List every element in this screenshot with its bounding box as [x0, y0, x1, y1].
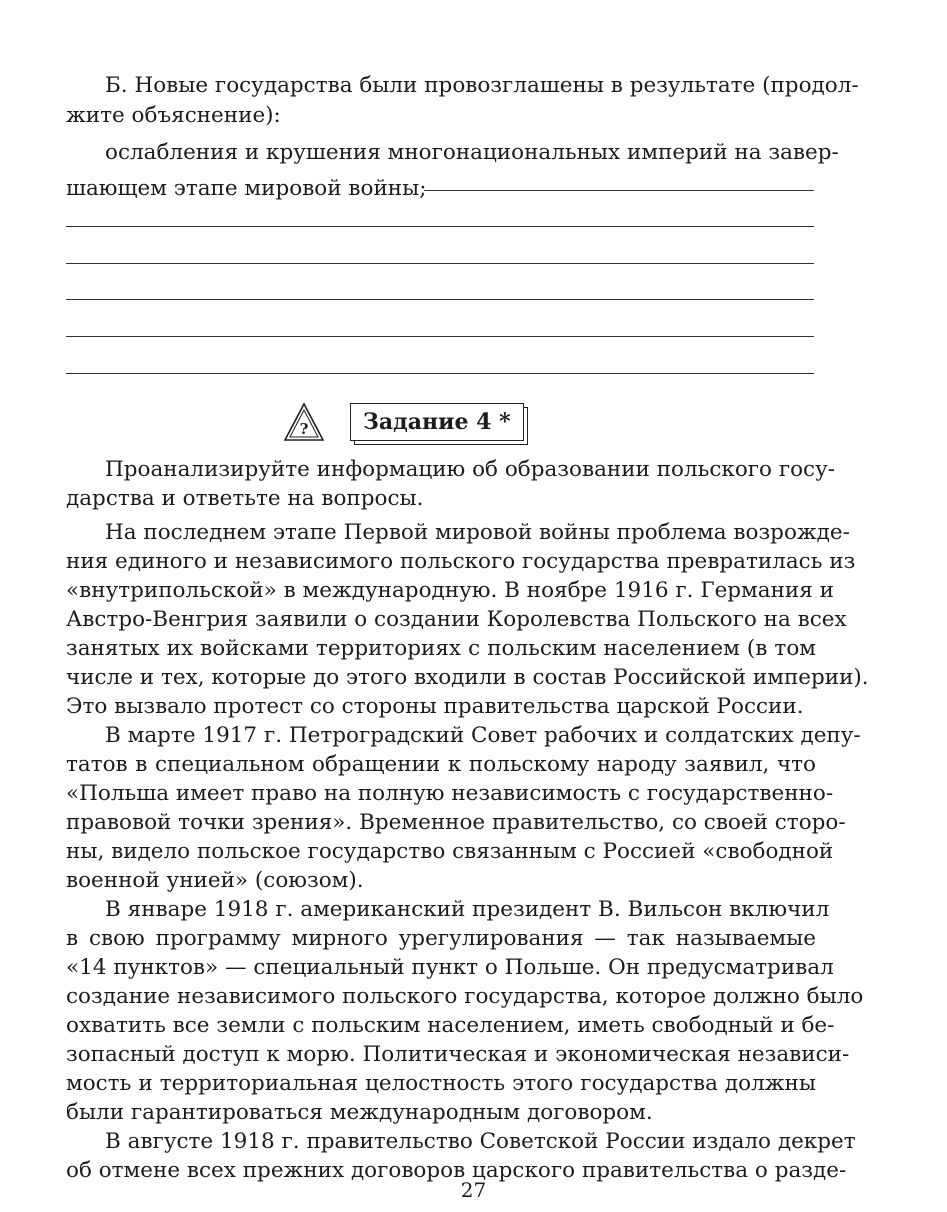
- text-line: были гарантироваться международным договором.: [66, 1100, 653, 1125]
- answer-line[interactable]: [66, 226, 814, 227]
- text-line: Австро-Венгрия заявили о создании Королевства Польского на всех: [66, 607, 847, 632]
- text-line: ния единого и независимого польского государства превратилась из: [66, 549, 856, 574]
- text-line: жите объяснение):: [66, 103, 281, 128]
- text-line: военной унией» (союзом).: [66, 868, 364, 893]
- page-number: 27: [460, 1178, 487, 1202]
- answer-line[interactable]: [66, 263, 814, 264]
- text-line: В январе 1918 г. американский президент В. Вильсон включил: [105, 897, 830, 922]
- text-line: об отмене всех прежних договоров царского правительства о разде-: [66, 1158, 847, 1183]
- question-triangle-icon: [282, 401, 326, 443]
- text-line: в свою программу мирного урегулирования — так называемые: [66, 926, 816, 951]
- text-line: В августе 1918 г. правительство Советской России издало декрет: [105, 1129, 856, 1154]
- text-line: охватить все земли с польским населением, иметь свободный и бе-: [66, 1013, 835, 1038]
- text-line: создание независимого польского государства, которое должно было: [66, 984, 864, 1009]
- answer-line[interactable]: [66, 373, 814, 374]
- text-line: шающем этапе мировой войны;: [66, 176, 427, 201]
- answer-line[interactable]: [66, 299, 814, 300]
- text-line: «14 пунктов» — специальный пункт о Польше. Он предусматривал: [66, 955, 834, 980]
- text-line: занятых их войсками территориях с польским населением (в том: [66, 636, 816, 661]
- text-line: Проанализируйте информацию об образовании польского госу-: [105, 457, 835, 482]
- answer-line[interactable]: [424, 190, 814, 191]
- text-line: В марте 1917 г. Петроградский Совет рабочих и солдатских депу-: [105, 723, 861, 748]
- svg-text:?: ?: [299, 420, 309, 438]
- text-line: татов в специальном обращении к польскому народу заявил, что: [66, 752, 816, 777]
- task-title: Задание 4 *: [350, 403, 524, 441]
- text-line: мость и территориальная целостность этого государства должны: [66, 1071, 816, 1096]
- answer-line[interactable]: [66, 336, 814, 337]
- text-line: числе и тех, которые до этого входили в состав Российской империи).: [66, 665, 869, 690]
- text-line: «Польша имеет право на полную независимость с государственно-: [66, 781, 834, 806]
- text-line: Б. Новые государства были провозглашены в результате (продол-: [105, 73, 859, 98]
- text-line: правовой точки зрения». Временное правительство, со своей сторо-: [66, 810, 846, 835]
- text-line: зопасный доступ к морю. Политическая и экономическая независи-: [66, 1042, 850, 1067]
- text-line: Это вызвало протест со стороны правительства царской России.: [66, 694, 804, 719]
- text-line: ослабления и крушения многонациональных империй на завер-: [105, 140, 839, 165]
- text-line: На последнем этапе Первой мировой войны проблема возрожде-: [105, 520, 850, 545]
- text-line: «внутрипольской» в международную. В ноябре 1916 г. Германия и: [66, 578, 834, 603]
- text-line: ны, видело польское государство связанным с Россией «свободной: [66, 839, 834, 864]
- text-line: дарства и ответьте на вопросы.: [66, 486, 424, 511]
